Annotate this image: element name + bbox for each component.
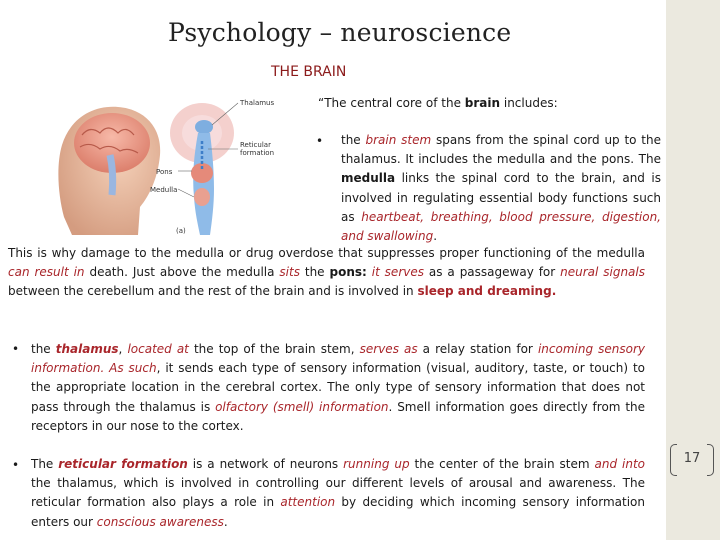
bullet-1-marker: •	[316, 134, 324, 148]
page-bracket-left	[670, 444, 677, 476]
label-formation: formation	[240, 149, 275, 157]
medulla-shape	[194, 188, 210, 206]
label-panel: (a)	[176, 227, 186, 235]
page-bracket-right	[707, 444, 714, 476]
page-number-text: 17	[683, 451, 701, 466]
medulla-pons-paragraph: This is why damage to the medulla or drug overdose that suppresses proper functioning of the medulla can result in death. Just above the medulla sits the pons: it serves as a passageway for neural signals between the cerebellum and the rest of the brain and is involved in sleep and dreaming.	[8, 246, 645, 299]
slide-title: Psychology – neuroscience	[168, 18, 512, 47]
reticular-bullet-text: The reticular formation is a network of neurons running up the center of the brain stem and into the thalamus, which is involved in controlling our different levels of arousal and awareness. The reticular formation also plays a role in attention by deciding which incoming sensory information enters our conscious awareness.	[31, 457, 646, 529]
label-pons: Pons	[156, 168, 173, 176]
page-number	[670, 444, 714, 478]
thalamus-shape	[195, 120, 213, 134]
bullet-1-text: the brain stem spans from the spinal cord up to the thalamus. It includes the medulla and the pons. The medulla links the spinal cord to the brain, and is involved in regulating essential body functions such as heartbeat, breathing, blood pressure, digestion, and swallowing.	[341, 133, 661, 244]
label-reticular: Reticular	[240, 141, 271, 149]
bullet-3-marker: •	[12, 458, 20, 472]
brain-stem-figure	[52, 85, 292, 237]
slide-subtitle: THE BRAIN	[271, 64, 347, 80]
label-medulla: Medulla	[150, 186, 178, 194]
label-thalamus: Thalamus	[240, 99, 275, 107]
brainstem-shape	[193, 133, 214, 235]
thalamus-bullet-text: the thalamus, located at the top of the brain stem, serves as a relay station for incoming sensory information. As such, it sends each type of sensory information (visual, auditory, taste, or touch) to the appropriate location in the cerebral cortex. The only type of sensory information that does not pass through the thalamus is olfactory (smell) information. Smell information goes directly from the receptors in our nose to the cortex.	[31, 342, 646, 433]
intro-line: “The central core of the brain includes:	[318, 96, 558, 110]
bullet-2-marker: •	[12, 342, 20, 356]
